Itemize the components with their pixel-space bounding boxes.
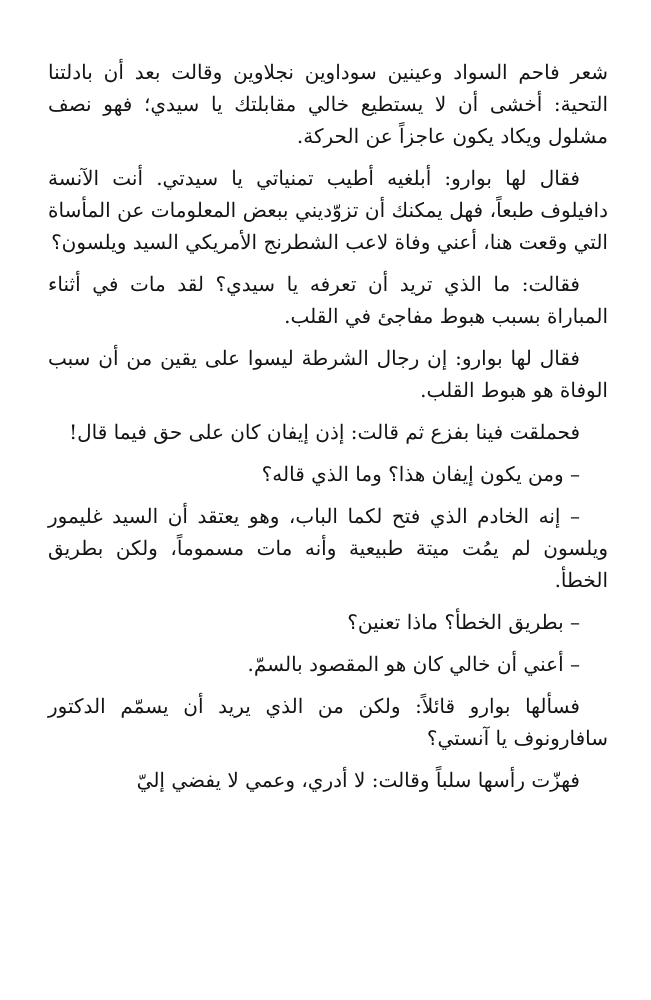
paragraph-ivan-right: فحملقت فينا بفزع ثم قالت: إذن إيفان كان على حق فيما قال! — [69, 420, 580, 444]
paragraph-she-said: فقالت: ما الذي تريد أن تعرفه يا سيدي؟ لقد مات في أثناء المباراة بسبب هبوط مفاجئ في القلب. — [48, 272, 608, 328]
paragraph-intro: شعر فاحم السواد وعينين سوداوين نجلاوين وقالت بعد أن بادلتنا التحية: أخشى أن لا يستطيع خالي مقابلتك يا سيدي؛ فهو نصف مشلول ويكاد يكون عاجزاً عن الحركة. — [48, 60, 608, 148]
dialogue-uncle-target: – أعني أن خالي كان هو المقصود بالسمّ. — [247, 652, 580, 676]
book-page — [48, 56, 608, 796]
paragraph-who-would-poison: فسألها بوارو قائلاً: ولكن من الذي يريد أن يسمّم الدكتور سافارونوف يا آنستي؟ — [48, 694, 608, 750]
dialogue-who-is-ivan: – ومن يكون إيفان هذا؟ وما الذي قاله؟ — [261, 462, 580, 486]
paragraph-police-doubt: فقال لها بوارو: إن رجال الشرطة ليسوا على يقين من أن سبب الوفاة هو هبوط القلب. — [48, 346, 608, 402]
dialogue-by-mistake: – بطريق الخطأ؟ ماذا تعنين؟ — [347, 610, 580, 634]
paragraph-shook-head: فهزّت رأسها سلباً وقالت: لا أدري، وعمي لا يفضي إليّ — [136, 768, 580, 792]
dialogue-servant: – إنه الخادم الذي فتح لكما الباب، وهو يعتقد أن السيد غليمور ويلسون لم يمُت ميتة طبيعية وأنه مات مسموماً، ولكن بطريق الخطأ. — [48, 504, 608, 592]
paragraph-poirot-greeting: فقال لها بوارو: أبلغيه أطيب تمنياتي يا سيدتي. أنت الآنسة دافيلوف طبعاً، فهل يمكنك أن تزوّديني ببعض المعلومات عن المأساة التي وقعت هنا، أعني وفاة لاعب الشطرنج الأمريكي السيد ويلسون؟ — [48, 166, 608, 254]
